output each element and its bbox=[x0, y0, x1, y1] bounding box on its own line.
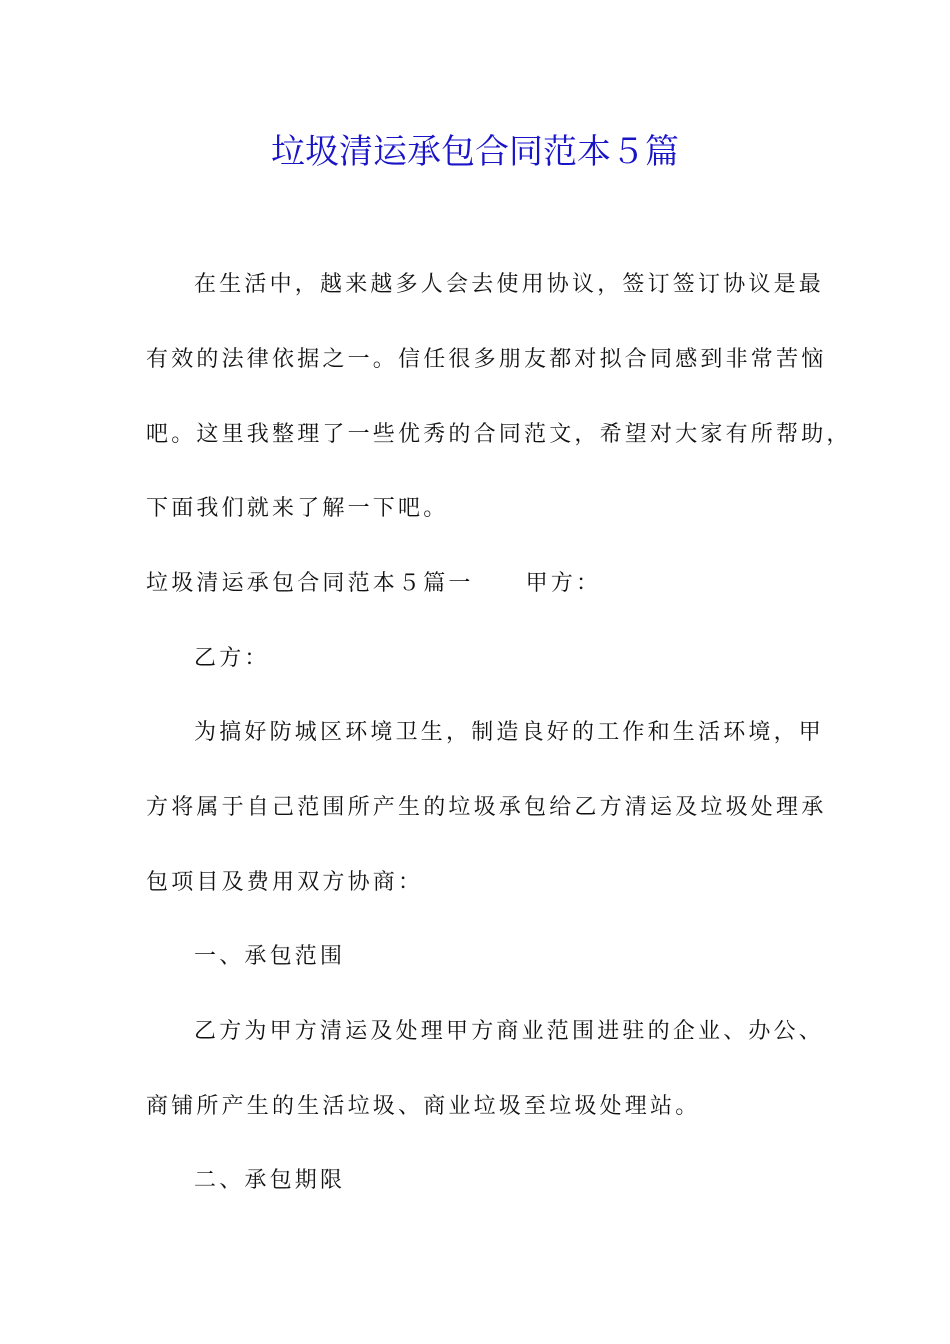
paragraph-line: 包项目及费用双方协商： bbox=[146, 870, 424, 895]
document-title: 垃圾清运承包合同范本５篇 bbox=[271, 132, 679, 172]
section-heading-line bbox=[146, 569, 601, 599]
section-heading: 垃圾清运承包合同范本５篇一 bbox=[146, 571, 474, 596]
party-b-label: 乙方： bbox=[194, 646, 270, 671]
clause-heading: 一、承包范围 bbox=[194, 944, 346, 969]
party-a-label: 甲方： bbox=[525, 571, 602, 596]
paragraph-line: 方将属于自己范围所产生的垃圾承包给乙方清运及垃圾处理承 bbox=[146, 795, 827, 820]
paragraph-line: 商铺所产生的生活垃圾、商业垃圾至垃圾处理站。 bbox=[146, 1094, 701, 1119]
paragraph-line: 吧。这里我整理了一些优秀的合同范文，希望对大家有所帮助， bbox=[146, 422, 852, 447]
clause-heading: 二、承包期限 bbox=[194, 1168, 346, 1193]
paragraph-line: 有效的法律依据之一。信任很多朋友都对拟合同感到非常苦恼 bbox=[146, 347, 827, 372]
paragraph-line: 乙方为甲方清运及处理甲方商业范围进驻的企业、办公、 bbox=[194, 1019, 825, 1044]
paragraph-line: 下面我们就来了解一下吧。 bbox=[146, 496, 449, 521]
paragraph-line: 在生活中，越来越多人会去使用协议，签订签订协议是最 bbox=[194, 272, 825, 297]
paragraph-line: 为搞好防城区环境卫生，制造良好的工作和生活环境，甲 bbox=[194, 720, 825, 745]
